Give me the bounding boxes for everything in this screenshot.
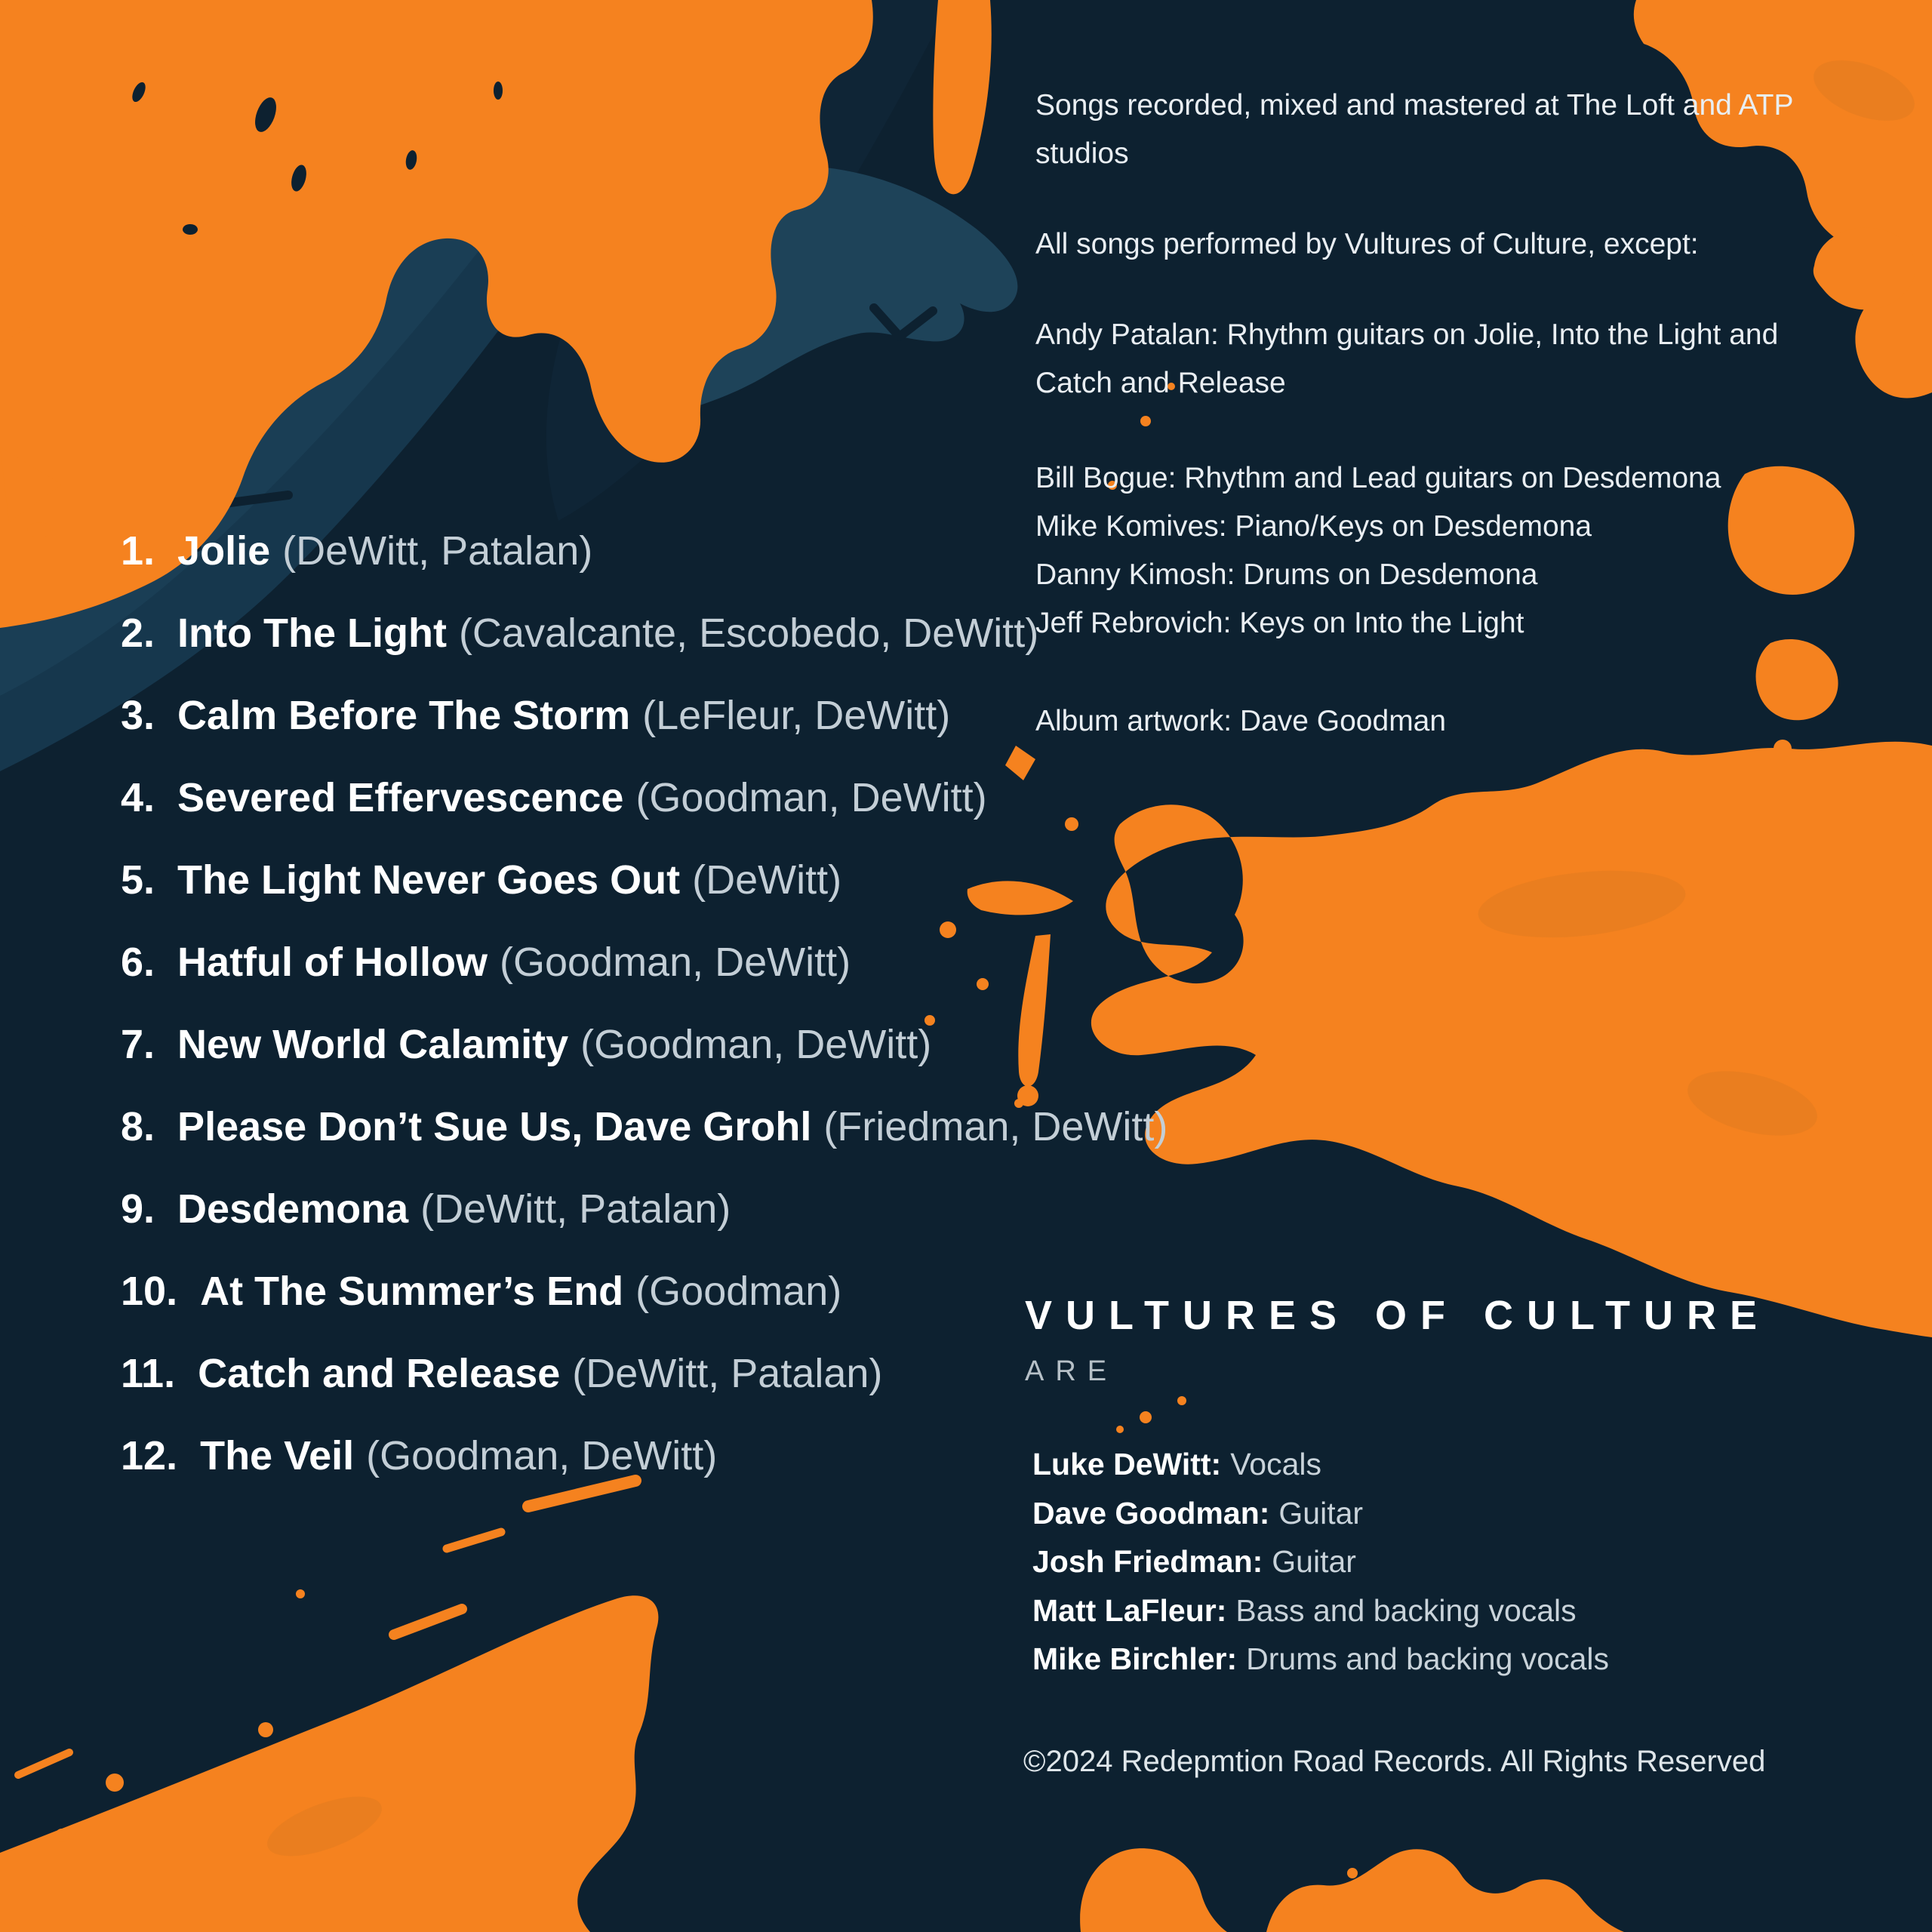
track-number: 11. bbox=[121, 1351, 176, 1396]
track-row bbox=[121, 693, 1168, 738]
track-row bbox=[121, 1186, 1168, 1232]
track-number: 12. bbox=[121, 1433, 178, 1478]
member-role: Guitar bbox=[1272, 1544, 1356, 1579]
session-credit: Mike Komives: Piano/Keys on Desdemona bbox=[1035, 510, 1592, 543]
track-title: Hatful of Hollow bbox=[177, 940, 488, 985]
band-member bbox=[1032, 1440, 1609, 1489]
track-number: 3. bbox=[121, 693, 155, 738]
track-writers: (Goodman) bbox=[635, 1269, 842, 1314]
track-writers: (Cavalcante, Escobedo, DeWitt) bbox=[458, 611, 1039, 656]
band-member bbox=[1032, 1489, 1609, 1538]
track-writers: (LeFleur, DeWitt) bbox=[642, 693, 951, 738]
track-title: Desdemona bbox=[177, 1186, 409, 1232]
band-member bbox=[1032, 1537, 1609, 1586]
orange-speck bbox=[296, 1589, 305, 1598]
member-name: Matt LaFleur: bbox=[1032, 1592, 1227, 1628]
member-role: Guitar bbox=[1278, 1495, 1364, 1531]
track-row bbox=[121, 857, 1168, 903]
track-number: 9. bbox=[121, 1186, 155, 1232]
track-title: Jolie bbox=[177, 528, 271, 574]
track-row bbox=[121, 1269, 1168, 1314]
track-writers: (DeWitt, Patalan) bbox=[282, 528, 593, 574]
session-credit: Andy Patalan: Rhythm guitars on Jolie, Into the Light and Catch and Release bbox=[1035, 318, 1779, 399]
track-writers: (Goodman, DeWitt) bbox=[635, 775, 987, 820]
track-title: At The Summer’s End bbox=[200, 1269, 624, 1314]
member-role: Drums and backing vocals bbox=[1246, 1641, 1609, 1676]
track-number: 4. bbox=[121, 775, 155, 820]
orange-speck bbox=[106, 1774, 124, 1792]
band-are-label: ARE bbox=[1025, 1355, 1118, 1387]
track-writers: (DeWitt, Patalan) bbox=[572, 1351, 883, 1396]
track-row bbox=[121, 940, 1168, 985]
track-number: 2. bbox=[121, 611, 155, 656]
track-row bbox=[121, 1022, 1168, 1067]
orange-speck bbox=[1323, 1904, 1331, 1912]
performed-note: All songs performed by Vultures of Culture, except: bbox=[1035, 228, 1699, 260]
track-number: 1. bbox=[121, 528, 155, 574]
track-title: New World Calamity bbox=[177, 1022, 569, 1067]
band-member bbox=[1032, 1586, 1609, 1635]
track-row bbox=[121, 775, 1168, 820]
member-name: Mike Birchler: bbox=[1032, 1641, 1238, 1676]
recording-credits bbox=[1035, 82, 1805, 746]
track-title: The Veil bbox=[200, 1433, 355, 1478]
orange-speck bbox=[27, 522, 51, 537]
track-writers: (Goodman, DeWitt) bbox=[580, 1022, 932, 1067]
track-writers: (DeWitt) bbox=[692, 857, 842, 903]
track-writers: (DeWitt, Patalan) bbox=[420, 1186, 731, 1232]
member-role: Bass and backing vocals bbox=[1235, 1592, 1577, 1628]
orange-speck bbox=[1347, 1868, 1358, 1878]
session-credit: Bill Bogue: Rhythm and Lead guitars on Desdemona bbox=[1035, 462, 1721, 494]
track-title: Severed Effervescence bbox=[177, 775, 624, 820]
session-credit: Jeff Rebrovich: Keys on Into the Light bbox=[1035, 607, 1524, 639]
track-writers: (Goodman, DeWitt) bbox=[366, 1433, 718, 1478]
track-number: 10. bbox=[121, 1269, 178, 1314]
track-number: 6. bbox=[121, 940, 155, 985]
member-name: Josh Friedman: bbox=[1032, 1544, 1263, 1579]
track-title: Catch and Release bbox=[198, 1351, 561, 1396]
track-row bbox=[121, 611, 1168, 656]
member-name: Dave Goodman: bbox=[1032, 1495, 1270, 1531]
band-section-heading bbox=[1025, 1292, 1770, 1388]
band-name: VULTURES OF CULTURE bbox=[1025, 1293, 1770, 1338]
track-writers: (Goodman, DeWitt) bbox=[499, 940, 851, 985]
track-row bbox=[121, 1351, 1168, 1396]
studio-credit: Songs recorded, mixed and mastered at The Loft and ATP studios bbox=[1035, 89, 1793, 170]
orange-speck bbox=[258, 1722, 273, 1737]
track-writers: (Friedman, DeWitt) bbox=[823, 1104, 1168, 1149]
track-title: The Light Never Goes Out bbox=[177, 857, 681, 903]
artwork-credit: Album artwork: Dave Goodman bbox=[1035, 705, 1447, 737]
band-member bbox=[1032, 1635, 1609, 1684]
member-role: Vocals bbox=[1230, 1447, 1321, 1481]
track-number: 5. bbox=[121, 857, 155, 903]
track-number: 7. bbox=[121, 1022, 155, 1067]
track-title: Into The Light bbox=[177, 611, 447, 656]
track-title: Calm Before The Storm bbox=[177, 693, 631, 738]
track-list bbox=[121, 528, 1168, 1515]
track-title: Please Don’t Sue Us, Dave Grohl bbox=[177, 1104, 812, 1149]
session-credit: Danny Kimosh: Drums on Desdemona bbox=[1035, 558, 1538, 591]
copyright-notice: ©2024 Redepmtion Road Records. All Rights Reserved bbox=[1023, 1745, 1766, 1778]
track-number: 8. bbox=[121, 1104, 155, 1149]
band-members-list bbox=[1032, 1440, 1609, 1684]
track-row bbox=[121, 1433, 1168, 1478]
track-row bbox=[121, 1104, 1168, 1149]
orange-speck bbox=[1177, 1396, 1186, 1405]
track-row bbox=[121, 528, 1168, 574]
orange-speck bbox=[55, 1829, 69, 1842]
member-name: Luke DeWitt: bbox=[1032, 1447, 1222, 1481]
